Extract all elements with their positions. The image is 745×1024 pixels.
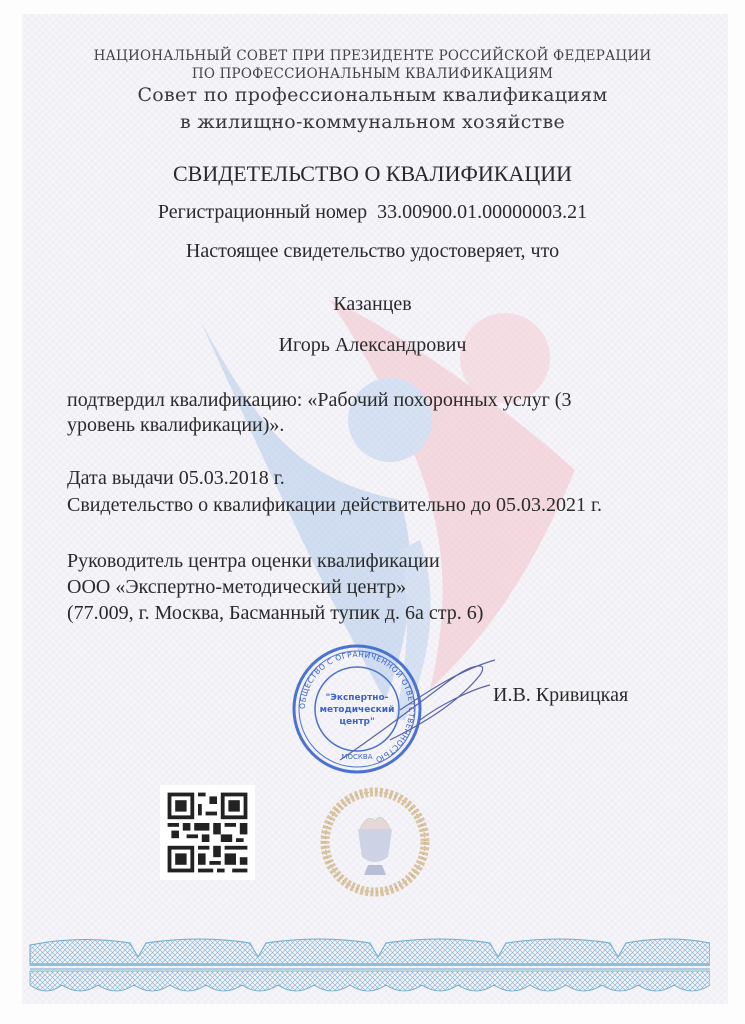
signatory-role: Руководитель центра оценки квалификации [67, 550, 440, 572]
council-name-line2: ПО ПРОФЕССИОНАЛЬНЫМ КВАЛИФИКАЦИЯМ [191, 66, 554, 82]
registration-label: Регистрационный номер [157, 201, 368, 223]
signature-scribble-icon [330, 650, 500, 770]
svg-text:ОБЩЕСТВО С ОГРАНИЧЕННОЙ ОТВЕТС: ОБЩЕСТВО С ОГРАНИЧЕННОЙ ОТВЕТСТВЕННОСТЬЮ [297, 649, 417, 765]
cup-emblem-icon [318, 785, 433, 900]
sector-council-line1: Совет по профессиональным квалификациям [137, 84, 608, 106]
registration-row [0, 201, 745, 224]
svg-text:центр": центр" [339, 717, 375, 727]
qualification-line2: уровень квалификации)». [67, 414, 285, 436]
svg-text:"Экспертно-: "Экспертно- [325, 693, 389, 703]
registration-number: 33.00900.01.00000003.21 [377, 201, 588, 223]
signatory-organization: ООО «Экспертно-методический центр» [67, 576, 407, 598]
certificate-title: СВИДЕТЕЛЬСТВО О КВАЛИФИКАЦИИ [173, 161, 572, 186]
signatory-name: И.В. Кривицкая [493, 684, 629, 706]
valid-until: Свидетельство о квалификации действительно до 05.03.2021 г. [67, 494, 602, 516]
qr-code-icon [160, 785, 255, 880]
svg-text:методический: методический [319, 705, 395, 715]
qualification-line1: подтвердил квалификацию: «Рабочий похоронных услуг (3 [67, 389, 572, 411]
holder-given-names: Игорь Александрович [278, 334, 467, 356]
signatory-address: (77.009, г. Москва, Басманный тупик д. 6а стр. 6) [67, 602, 484, 624]
sector-council-line2: в жилищно-коммунальном хозяйстве [179, 111, 566, 133]
holder-surname: Казанцев [333, 293, 412, 315]
svg-text:МОСКВА: МОСКВА [341, 753, 373, 761]
intro-text: Настоящее свидетельство удостоверяет, что [185, 240, 560, 262]
guilloche-border-icon [20, 935, 710, 1005]
council-name-line1: НАЦИОНАЛЬНЫЙ СОВЕТ ПРИ ПРЕЗИДЕНТЕ РОССИЙСКОЙ ФЕДЕРАЦИИ [93, 48, 652, 64]
qr-code [160, 785, 255, 880]
issue-date: Дата выдачи 05.03.2018 г. [67, 467, 285, 489]
